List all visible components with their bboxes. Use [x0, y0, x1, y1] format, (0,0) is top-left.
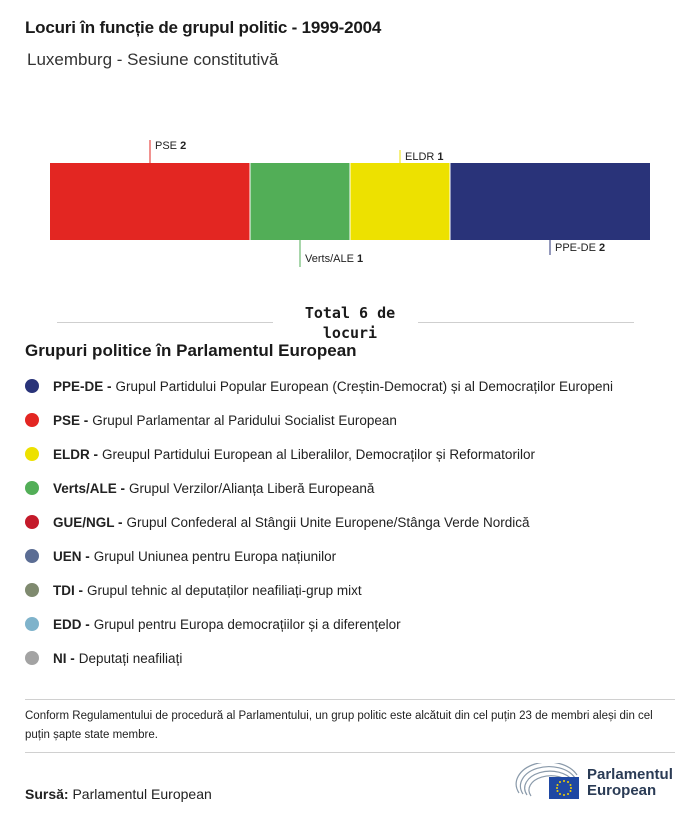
bar-segment-pse	[50, 163, 250, 240]
data-label-category: Verts/ALE	[305, 253, 357, 265]
legend-color-dot	[25, 413, 39, 427]
legend-text: Deputați neafiliați	[78, 650, 183, 666]
page-title: Locuri în funcție de grupul politic - 1999-2004	[25, 18, 382, 37]
legend-abbr: GUE/NGL -	[53, 514, 123, 530]
legend-item	[25, 471, 685, 505]
bar-segment-eldr	[350, 163, 450, 240]
footer-divider-top	[25, 699, 675, 700]
total-seats-label: Total 6 de locuri	[304, 304, 396, 342]
legend-item	[25, 539, 685, 573]
legend-text: Grupul tehnic al deputaților neafiliați-grup mixt	[87, 582, 362, 598]
legend-item	[25, 607, 685, 641]
source-label: Sursă:	[25, 786, 69, 802]
data-label	[305, 253, 363, 265]
data-label-value: 1	[437, 151, 444, 163]
source-value: Parlamentul European	[72, 786, 212, 802]
data-label	[155, 140, 186, 152]
parliament-logo	[515, 760, 685, 806]
legend-text: Grupul Parlamentar al Paridului Socialist European	[92, 412, 397, 428]
page-subtitle: Luxemburg - Sesiune constitutivă	[27, 50, 279, 69]
legend-abbr: NI -	[53, 650, 75, 666]
legend-text: Grupul Verzilor/Alianța Liberă Europeană	[129, 480, 375, 496]
legend-item	[25, 505, 685, 539]
legend-item	[25, 437, 685, 471]
legend-text: Grupul Uniunea pentru Europa națiunilor	[93, 548, 337, 564]
legend-color-dot	[25, 481, 39, 495]
legend-item	[25, 573, 685, 607]
data-label-category: ELDR	[405, 151, 438, 163]
legend-color-dot	[25, 549, 39, 563]
bar-segment-ppe-de	[450, 163, 650, 240]
legend-abbr: PSE -	[53, 412, 89, 428]
legend-text: Grupul pentru Europa democrațiilor și a diferențelor	[93, 616, 401, 632]
legend-item	[25, 369, 685, 403]
legend-color-dot	[25, 583, 39, 597]
footnote: Conform Regulamentului de procedură al Parlamentului, un grup politic este alcătuit din cel puțin 23 de membri aleși din cel puțin șapte state membre.	[25, 710, 653, 741]
legend-abbr: ELDR -	[53, 446, 98, 462]
hemicycle-flag-icon	[515, 763, 581, 803]
source	[25, 786, 212, 802]
legend-color-dot	[25, 447, 39, 461]
legend-color-dot	[25, 379, 39, 393]
data-label	[405, 151, 444, 163]
legend-abbr: Verts/ALE -	[53, 480, 126, 496]
seat-chart	[0, 130, 700, 280]
legend-title: Grupuri politice în Parlamentul European	[25, 341, 357, 360]
data-label-value: 2	[180, 140, 187, 152]
logo-text-line2: European	[587, 782, 657, 799]
legend-abbr: TDI -	[53, 582, 83, 598]
data-label-category: PPE-DE	[555, 242, 600, 254]
legend	[25, 369, 685, 675]
legend-abbr: EDD -	[53, 616, 90, 632]
bar-segment-verts-ale	[250, 163, 350, 240]
data-label-value: 1	[356, 253, 364, 265]
legend-abbr: PPE-DE -	[53, 378, 112, 394]
legend-abbr: UEN -	[53, 548, 90, 564]
total-divider-right	[418, 322, 634, 323]
logo-text-line1: Parlamentul	[587, 766, 673, 783]
legend-color-dot	[25, 617, 39, 631]
legend-text: Grupul Partidului Popular European (Creștin-Democrat) și al Democraților Europeni	[115, 378, 613, 394]
legend-item	[25, 403, 685, 437]
legend-color-dot	[25, 515, 39, 529]
legend-text: Greupul Partidului European al Liberalilor, Democraților și Reformatorilor	[102, 446, 535, 462]
legend-item	[25, 641, 685, 675]
footer-divider-bottom	[25, 752, 675, 753]
legend-text: Grupul Confederal al Stângii Unite Europene/Stânga Verde Nordică	[126, 514, 530, 530]
data-label	[555, 242, 605, 254]
legend-color-dot	[25, 651, 39, 665]
data-label-category: PSE	[155, 140, 181, 152]
data-label-value: 2	[599, 242, 606, 254]
total-divider-left	[57, 322, 273, 323]
